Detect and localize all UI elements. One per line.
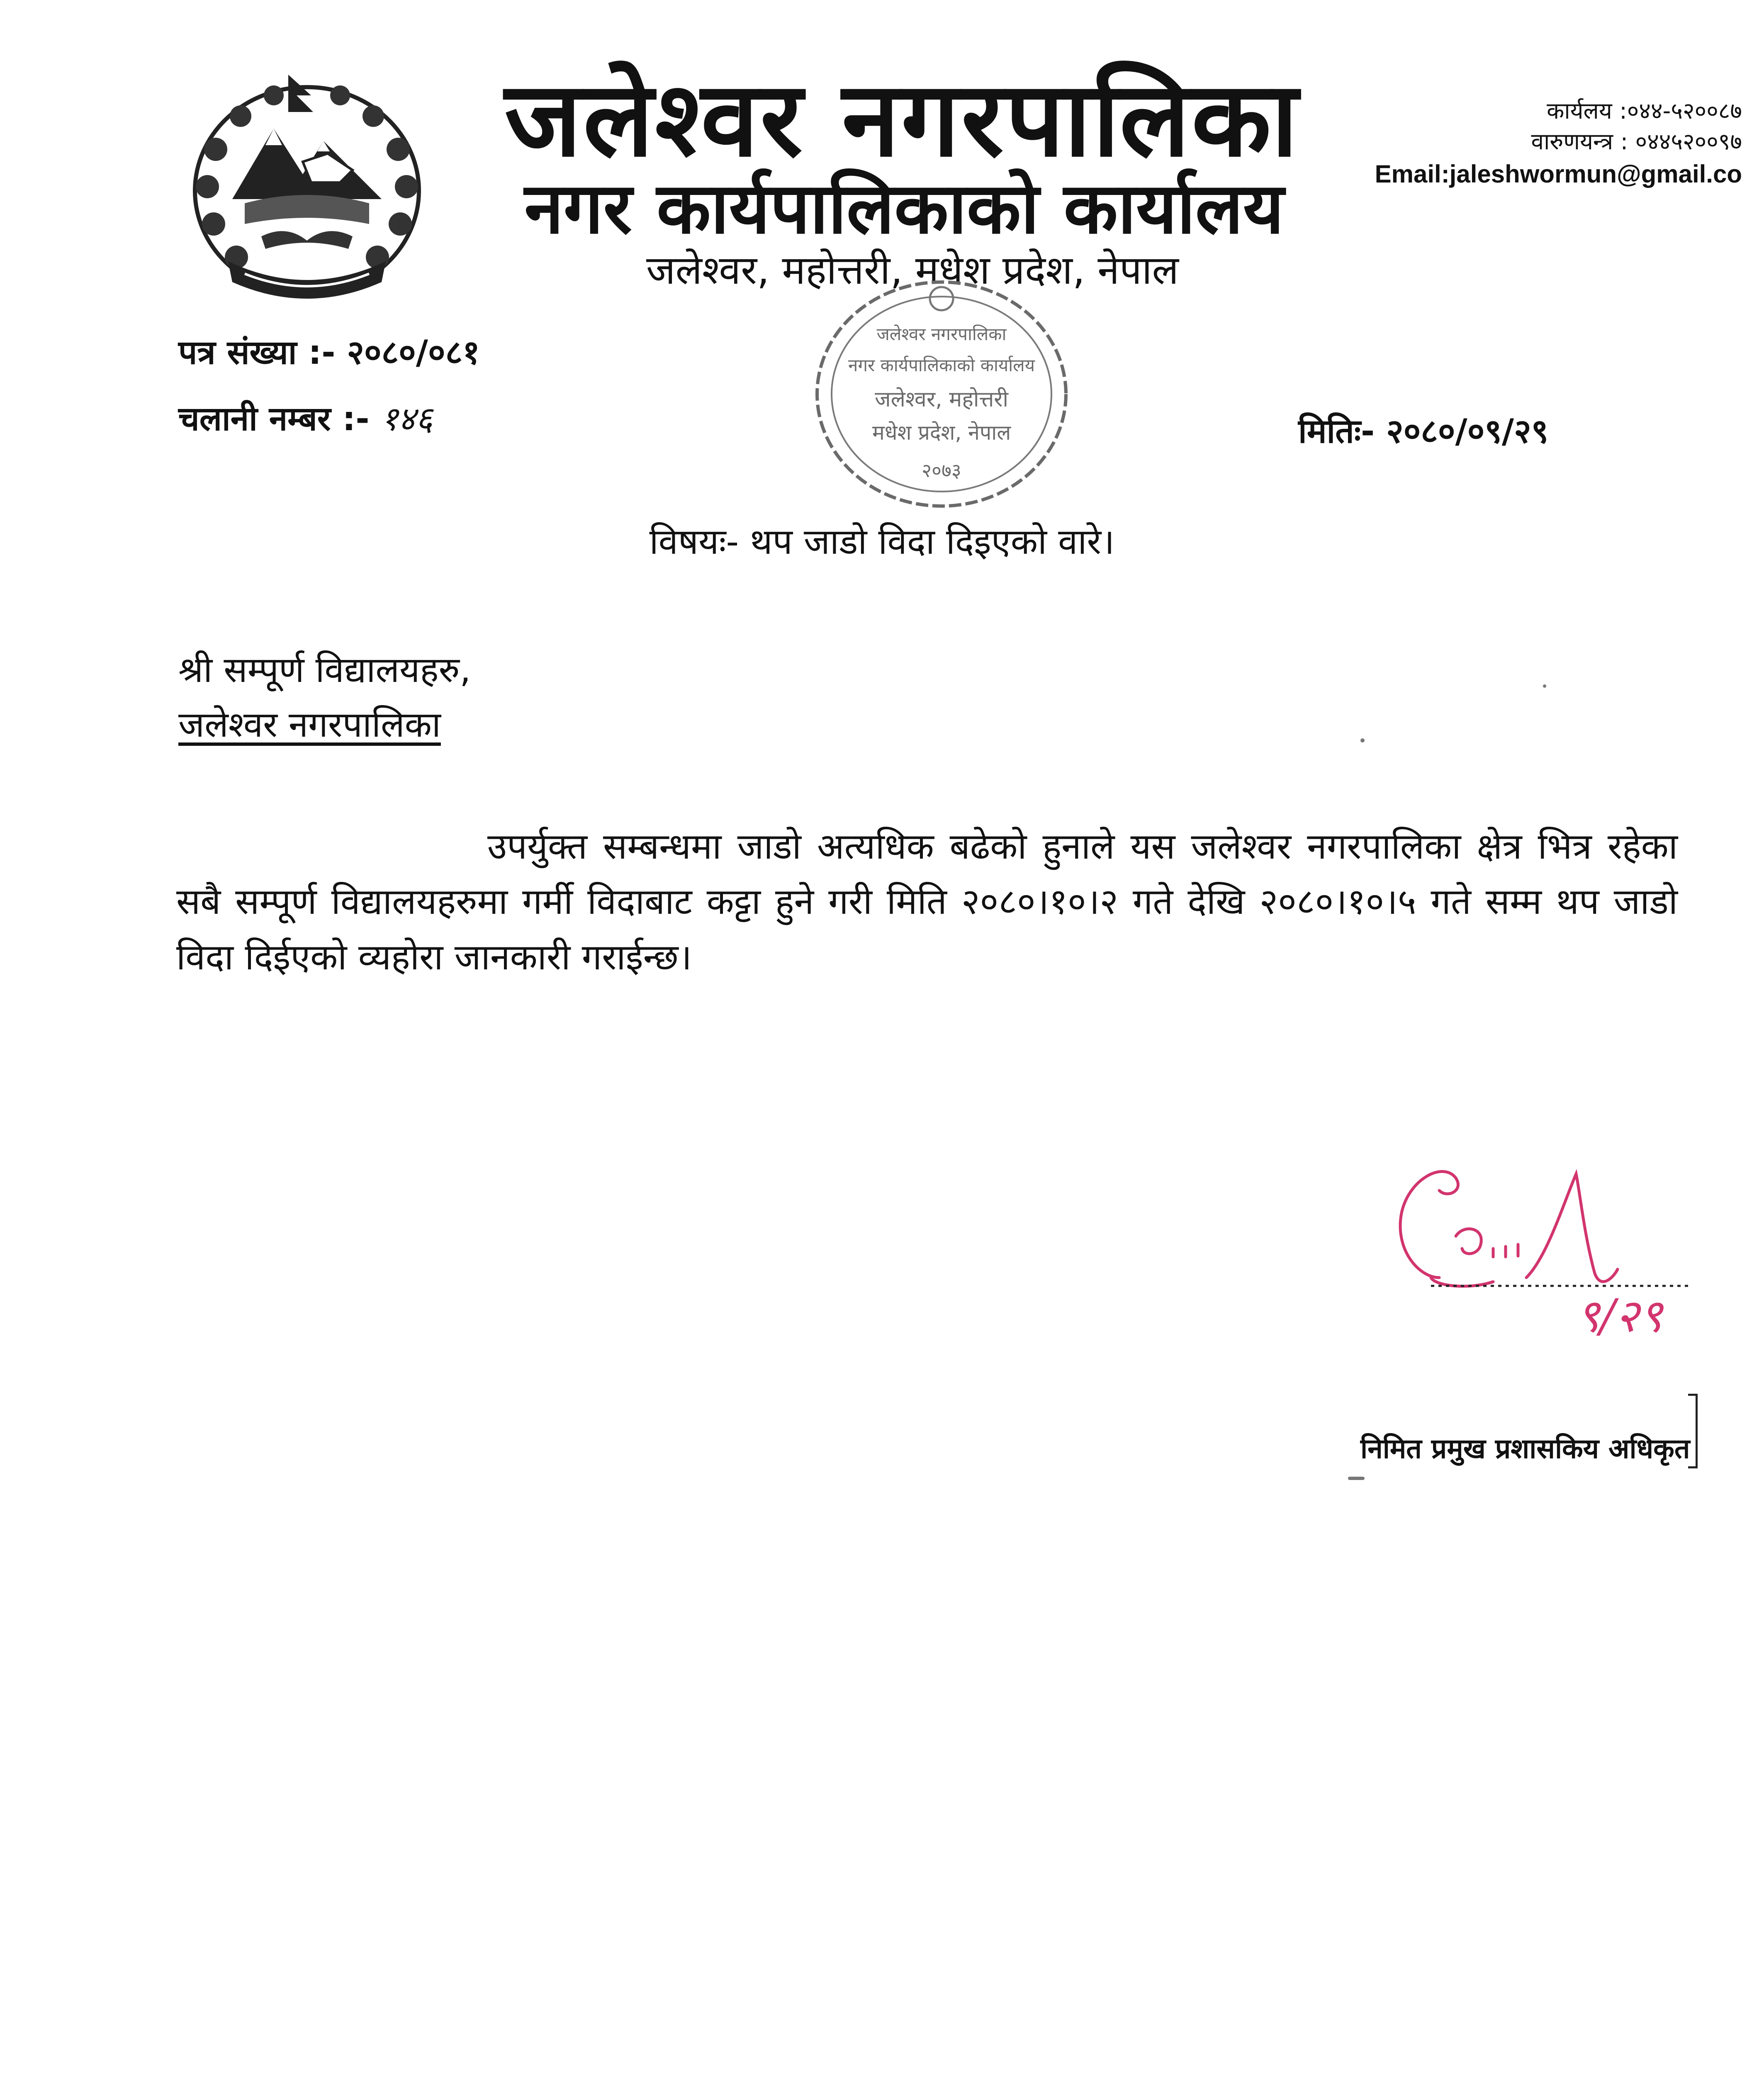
signature-icon — [1369, 1153, 1701, 1361]
seal-line-3: जलेश्वर, महोत्तरी — [874, 387, 1009, 412]
office-name: नगर कार्यपालिकाको कार्यालय — [524, 168, 1284, 250]
letter-date — [1298, 412, 1549, 450]
letter-subject: विषयः- थप जाडो विदा दिइएको वारे। — [649, 521, 1115, 562]
designation-text: निमित प्रमुख प्रशासकिय अधिकृत — [1360, 1433, 1690, 1465]
addressee-line-2: जलेश्वर नगरपालिका — [178, 704, 441, 745]
chalani-label: चलानी नम्बर :- — [178, 399, 370, 438]
nepal-emblem-icon — [182, 66, 431, 307]
designation-stamp — [1352, 1381, 1701, 1464]
date-value: २०८०/०९/२९ — [1386, 412, 1549, 450]
patra-sankhya-value: २०८०/०८१ — [347, 333, 480, 372]
letter-body: उपर्युक्त सम्बन्धमा जाडो अत्यधिक बढेको हुनाले यस जलेश्वर नगरपालिका क्षेत्र भित्र रहेका सबै सम्पूर्ण विद्यालयहरुमा गर्मी विदाबाट कट्टा हुने गरी मिति २०८०।१०।२ गते देखि २०८०।१०।५ गते सम्म थप जाडो विदा दिईएको व्यहोरा जानकारी गराईन्छ। — [176, 826, 1678, 978]
seal-line-1: जलेश्वर नगरपालिका — [876, 324, 1007, 344]
chalani-value: १४६ — [381, 399, 433, 438]
municipality-name: जलेश्वर नगरपालिका — [504, 59, 1300, 180]
designation-bracket — [1688, 1394, 1698, 1468]
seal-line-4: मधेश प्रदेश, नेपाल — [872, 421, 1011, 445]
patra-sankhya — [178, 333, 480, 372]
phone-office: कार्यलय :०४४-५२००८७ — [1547, 97, 1742, 124]
header-email: Email:jaleshwormun@gmail.co — [1375, 160, 1742, 188]
seal-line-2: नगर कार्यपालिकाको कार्यालय — [848, 355, 1035, 375]
chalani-number — [178, 399, 433, 438]
date-label: मितिः- — [1298, 412, 1375, 450]
signature-date: ९/२९ — [1576, 1289, 1663, 1342]
patra-sankhya-label: पत्र संख्या :- — [178, 333, 336, 372]
office-address: जलेश्वर, महोत्तरी, मधेश प्रदेश, नेपाल — [646, 248, 1179, 293]
scan-speck — [1348, 1477, 1365, 1480]
phone-fax: वारुणयन्त्र : ०४४५२००९७ — [1531, 128, 1742, 155]
addressee-line-1: श्री सम्पूर्ण विद्यालयहरु, — [178, 650, 471, 691]
contact-block — [1286, 95, 1742, 191]
scan-speck — [1543, 684, 1546, 688]
scan-speck — [1360, 738, 1365, 742]
addressee — [178, 643, 471, 752]
office-seal-icon — [805, 270, 1078, 518]
seal-line-5: २०७३ — [922, 459, 961, 482]
